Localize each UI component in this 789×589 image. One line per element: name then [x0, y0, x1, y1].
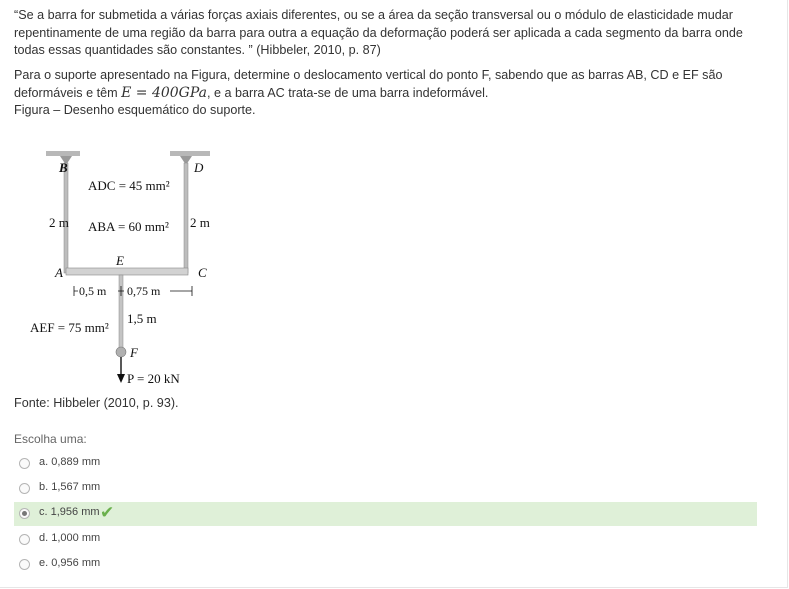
label-C: C [198, 265, 207, 280]
label-area-DC: ADC = 45 mm² [88, 178, 170, 193]
option-c[interactable] [14, 502, 757, 526]
ceiling-support-right [170, 151, 210, 156]
option-d[interactable] [14, 528, 757, 552]
label-area-BA: ABA = 60 mm² [88, 219, 169, 234]
support-diagram [20, 141, 220, 391]
radio-a[interactable] [19, 458, 30, 469]
dim-right-2m: 2 m [190, 215, 210, 230]
modulus-formula: E = 400GPa [121, 84, 207, 101]
radio-b[interactable] [19, 483, 30, 494]
point-F-marker [116, 347, 126, 357]
dim-05m: 0,5 m [79, 284, 107, 298]
ceiling-support-left [46, 151, 80, 156]
rigid-bar-AC [66, 268, 188, 275]
option-e-label[interactable]: e. 0,956 mm [39, 557, 101, 569]
dim-15m: 1,5 m [127, 311, 157, 326]
label-D: D [194, 160, 204, 175]
load-arrow-head [117, 374, 125, 383]
label-area-EF: AEF = 75 mm² [30, 320, 109, 335]
option-b[interactable] [14, 477, 757, 501]
option-e[interactable] [14, 553, 757, 577]
statement-text-2: , e a barra AC trata-se de uma barra indeformável. [207, 85, 489, 100]
label-F: F [130, 345, 138, 360]
label-B: B [59, 160, 68, 175]
radio-c[interactable] [19, 508, 30, 519]
question-quote: “Se a barra for submetida a várias forças axiais diferentes, ou se a área da seção transversal ou o módulo de elasticidade mudar repentinamente de uma região da barra para outra a equação da deformação poderá ser aplicada a cada segmento da barra onde todas essas quantidades são constantes. ” (Hibbeler, 2010, p. 87) [14, 8, 743, 57]
figure-source: Fonte: Hibbeler (2010, p. 93). [14, 396, 179, 410]
radio-d[interactable] [19, 534, 30, 545]
dim-left-2m: 2 m [49, 215, 69, 230]
statement-text-1: Para o suporte apresentado na Figura, determine o deslocamento vertical do ponto F, sabendo que as barras AB, CD e EF são deformáveis e têm [14, 68, 723, 100]
question-statement [14, 67, 754, 102]
label-load-P: P = 20 kN [127, 371, 180, 386]
option-a-label[interactable]: a. 0,889 mm [39, 456, 101, 468]
option-a[interactable] [14, 452, 757, 476]
bar-CD [184, 163, 188, 273]
choose-prompt: Escolha uma: [14, 432, 87, 446]
option-d-label[interactable]: d. 1,000 mm [39, 532, 101, 544]
figure-caption: Figura – Desenho esquemático do suporte. [14, 103, 256, 117]
option-c-label[interactable]: c. 1,956 mm [39, 506, 100, 518]
option-b-label[interactable]: b. 1,567 mm [39, 481, 101, 493]
dim-075m: 0,75 m [127, 284, 161, 298]
label-E: E [116, 253, 124, 268]
check-icon: ✔ [100, 503, 115, 522]
label-A: A [55, 265, 63, 280]
radio-e[interactable] [19, 559, 30, 570]
